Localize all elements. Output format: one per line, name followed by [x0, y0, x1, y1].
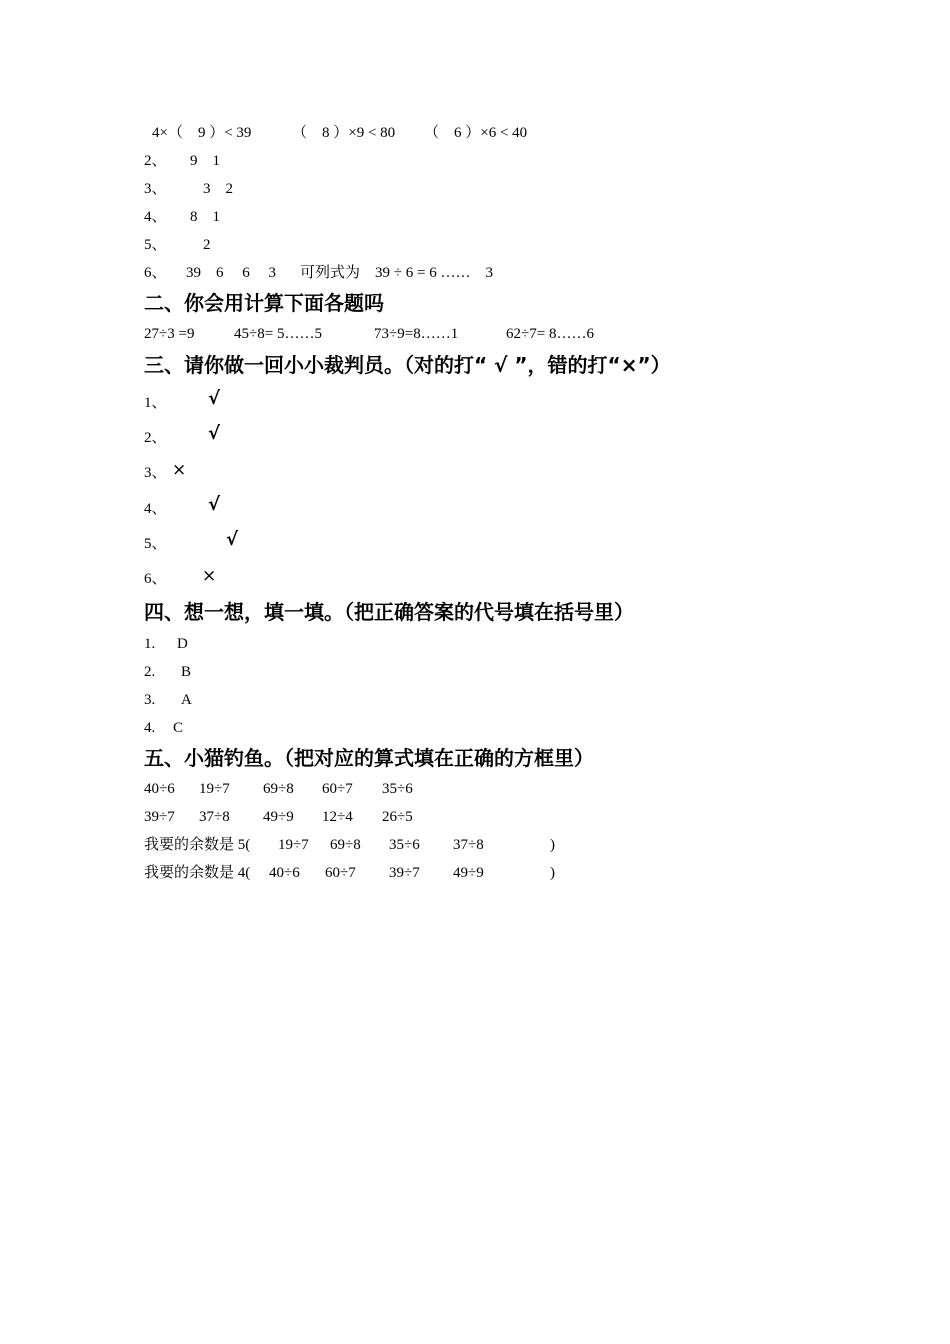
expression: 35÷6 — [382, 781, 413, 797]
division-answer: 62÷7= 8……6 — [506, 326, 594, 342]
section-2-heading: 二、你会用计算下面各题吗 — [144, 291, 384, 315]
section-5-heading: 五、小猫钓鱼。（把对应的算式填在正确的方框里） — [144, 746, 594, 770]
expression: 37÷8 — [453, 837, 484, 853]
item-number: 3、 — [144, 465, 167, 481]
expression-row — [144, 805, 544, 829]
judge-item — [144, 567, 344, 591]
expression: 69÷8 — [330, 837, 361, 853]
item-number: 3. — [144, 692, 156, 708]
expression: 69÷8 — [263, 781, 294, 797]
division-answer: 45÷8= 5……5 — [234, 326, 322, 342]
choice-answer: D — [177, 636, 188, 652]
expression: 19÷7 — [278, 837, 309, 853]
item-number: 1、 — [144, 395, 167, 411]
check-mark-icon: √ — [208, 423, 221, 444]
expression: 12÷4 — [322, 809, 353, 825]
remainder-label: 我要的余数是 4( — [144, 865, 251, 881]
item-number: 4、 — [144, 501, 167, 517]
choice-item — [144, 688, 344, 712]
expression: 60÷7 — [325, 865, 356, 881]
division-answer: 27÷3 =9 — [144, 326, 195, 342]
remainder-label: 我要的余数是 5( — [144, 837, 251, 853]
judge-item — [144, 423, 344, 450]
judge-item — [144, 388, 344, 415]
expression: 40÷6 — [144, 781, 175, 797]
closing-paren: ) — [550, 865, 555, 881]
list-item — [144, 233, 444, 257]
item-answer: 39 6 6 3 — [186, 265, 277, 281]
list-item — [144, 177, 444, 201]
expression: 40÷6 — [269, 865, 300, 881]
division-answer: 73÷9=8……1 — [374, 326, 459, 342]
choice-item — [144, 660, 344, 684]
expression-row — [144, 777, 544, 801]
expression: 37÷8 — [199, 809, 230, 825]
choice-answer: A — [181, 692, 192, 708]
choice-item — [144, 632, 344, 656]
inequality-row — [144, 121, 644, 145]
item-number: 1. — [144, 636, 156, 652]
check-mark-icon: √ — [226, 529, 239, 550]
choice-item — [144, 716, 344, 740]
list-item — [144, 149, 444, 173]
closing-paren: ) — [550, 837, 555, 853]
choice-answer: C — [173, 720, 184, 736]
item-number: 4、 — [144, 209, 167, 225]
expression: 49÷9 — [263, 809, 294, 825]
item-number: 2. — [144, 664, 156, 680]
check-mark-icon: √ — [208, 388, 221, 409]
item-answer: 3 2 — [203, 181, 234, 197]
item-number: 3、 — [144, 181, 167, 197]
division-answers-row — [144, 322, 644, 346]
remainder-5-box — [144, 833, 594, 857]
item-equation: 可列式为 39 ÷ 6 = 6 …… 3 — [300, 265, 493, 281]
inequality-3: （ 6 ）×6 < 40 — [424, 125, 528, 141]
item-number: 2、 — [144, 153, 167, 169]
item-number: 5、 — [144, 237, 167, 253]
judge-item — [144, 461, 344, 485]
expression: 26÷5 — [382, 809, 413, 825]
expression: 39÷7 — [144, 809, 175, 825]
list-item — [144, 205, 444, 229]
remainder-4-box — [144, 861, 594, 885]
item-number: 6、 — [144, 265, 167, 281]
item-number: 4. — [144, 720, 156, 736]
judge-item — [144, 494, 344, 521]
cross-mark-icon: × — [172, 460, 187, 480]
inequality-2: （ 8 ）×9 < 80 — [292, 125, 396, 141]
item-answer: 8 1 — [190, 209, 221, 225]
check-mark-icon: √ — [208, 494, 221, 515]
judge-item — [144, 529, 344, 556]
section-3-heading: 三、请你做一回小小裁判员。（对的打“ √ ”，错的打“×”） — [144, 353, 671, 377]
item-number: 6、 — [144, 571, 167, 587]
item-answer: 9 1 — [190, 153, 221, 169]
section-4-heading: 四、想一想，填一填。（把正确答案的代号填在括号里） — [144, 600, 634, 624]
expression: 19÷7 — [199, 781, 230, 797]
expression: 49÷9 — [453, 865, 484, 881]
inequality-1: 4×（ 9 ）< 39 — [152, 125, 252, 141]
item-number: 2、 — [144, 430, 167, 446]
choice-answer: B — [181, 664, 192, 680]
item-answer: 2 — [203, 237, 211, 253]
item-number: 5、 — [144, 536, 167, 552]
expression: 39÷7 — [389, 865, 420, 881]
expression: 60÷7 — [322, 781, 353, 797]
cross-mark-icon: × — [202, 566, 217, 586]
expression: 35÷6 — [389, 837, 420, 853]
list-item — [144, 261, 644, 285]
